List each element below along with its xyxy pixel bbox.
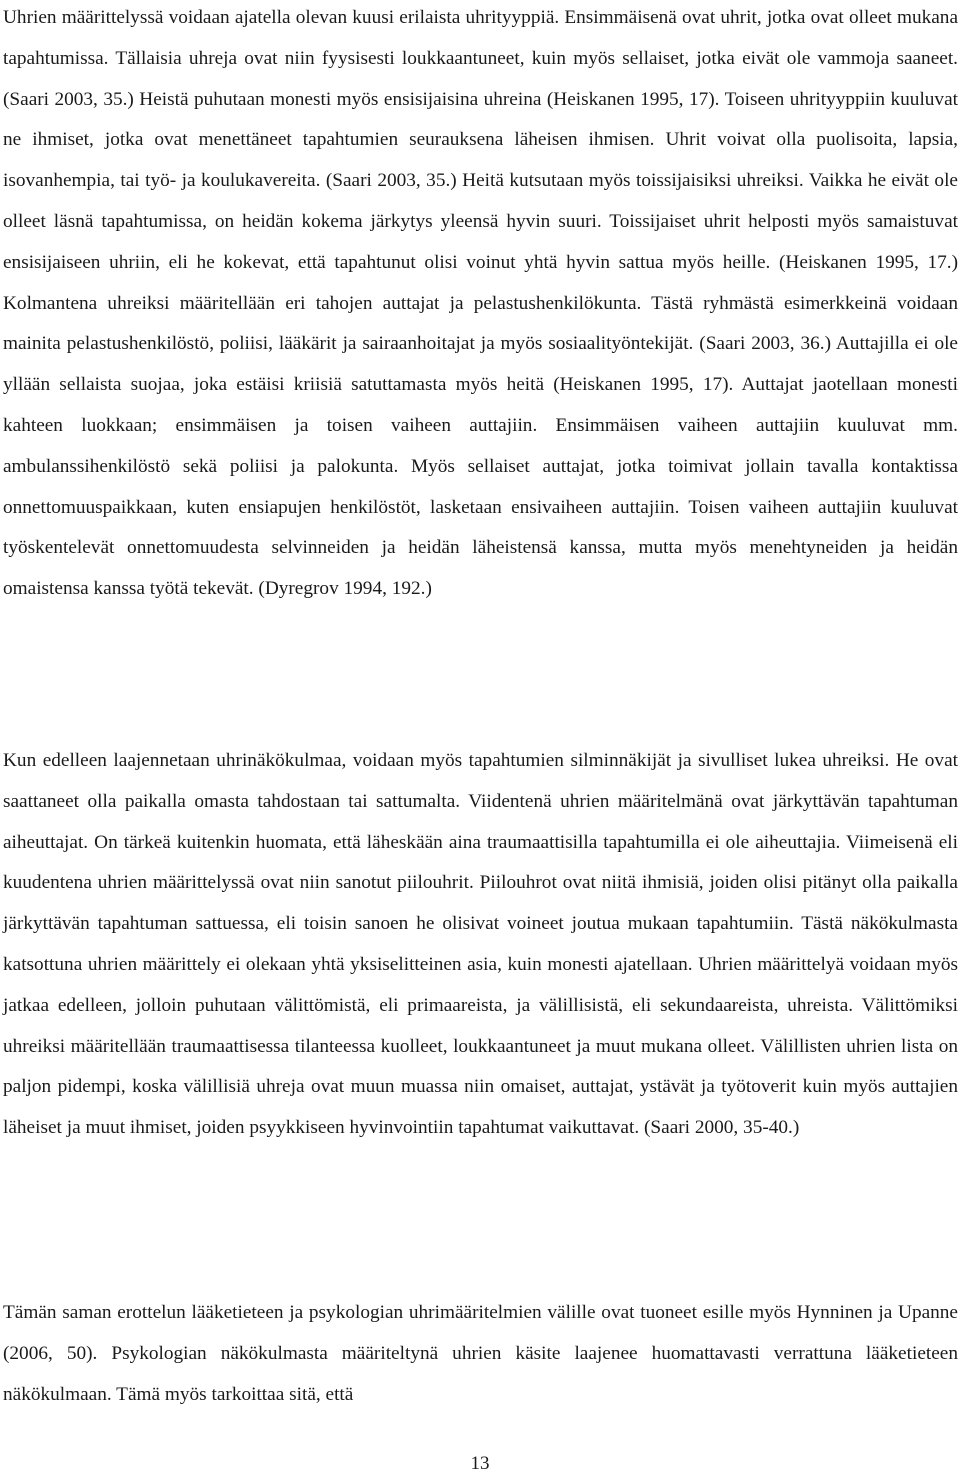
paragraph-extended-perspective: Kun edelleen laajennetaan uhrinäkökulmaa, voidaan myös tapahtumien silminnäkijät ja sivulliset lukea uhreiksi. He ovat saattaneet olla paikalla omasta tahdostaan tai sattumalta. Viidentenä uhrien määritelmänä ovat järkyttävän tapahtuman aiheuttajat. On tärkeä kuitenkin huomata, että läheskään aina traumaattisilla tapahtumilla ei ole aiheuttajia. Viimeisenä eli kuudentena uhrien määrittelyssä ovat niin sanotut piilouhrit. Piilouhrot ovat niitä ihmisiä, joiden olisi pitänyt olla paikalla järkyttävän tapahtuman sattuessa, eli toisin sanoen he olisivat voineet joutua mukaan tapahtumiin. Tästä näkökulmasta katsottuna uhrien määrittely ei olekaan yhtä yksiselitteinen asia, kuin monesti ajatellaan. Uhrien määrittelyä voidaan myös jatkaa edelleen, jolloin puhutaan välittömistä, eli primaareista, ja välillisistä, eli sekundaareista, uhreista. Välittömiksi uhreiksi määritellään traumaattisessa tilanteessa kuolleet, loukkaantuneet ja muut mukana olleet. Välillisten uhrien lista on paljon pidempi, koska välillisiä uhreja ovat muun muassa niin omaiset, auttajat, ystävät ja työtoverit kuin myös auttajien läheiset ja muut ihmiset, joiden psyykkiseen hyvinvointiin tapahtumat vaikuttavat. (Saari 2000, 35-40.) [3,750,958,1139]
paragraph-victim-types: Uhrien määrittelyssä voidaan ajatella olevan kuusi erilaista uhrityyppiä. Ensimmäisenä ovat uhrit, jotka ovat olleet mukana tapahtumissa. Tällaisia uhreja ovat niin fyysisesti loukkaantuneet, kuin myös sellaiset, jotka eivät ole vammoja saaneet. (Saari 2003, 35.) Heistä puhutaan monesti myös ensisijaisina uhreina (Heiskanen 1995, 17). Toiseen uhrityyppiin kuuluvat ne ihmiset, jotka ovat menettäneet tapahtumien seurauksena läheisen ihmisen. Uhrit voivat olla puolisoita, lapsia, isovanhempia, tai työ- ja koulukavereita. (Saari 2003, 35.) Heitä kutsutaan myös toissijaisiksi uhreiksi. Vaikka he eivät ole olleet läsnä tapahtumissa, on heidän kokema järkytys yleensä hyvin suuri. Toissijaiset uhrit helposti myös samaistuvat ensisijaiseen uhriin, eli he kokevat, että tapahtunut olisi voinut yhtä hyvin sattua myös heille. (Heiskanen 1995, 17.) Kolmantena uhreiksi määritellään eri tahojen auttajat ja pelastushenkilökunta. Tästä ryhmästä esimerkkeinä voidaan mainita pelastushenkilöstö, poliisi, lääkärit ja sairaanhoitajat ja myös sosiaalityöntekijät. (Saari 2003, 36.) Auttajilla ei ole yllään sellaista suojaa, joka estäisi kriisiä satuttamasta myös heitä (Heiskanen 1995, 17). Auttajat jaotellaan monesti kahteen luokkaan; ensimmäisen ja toisen vaiheen auttajiin. Ensimmäisen vaiheen auttajiin kuuluvat mm. ambulanssihenkilöstö sekä poliisi ja palokunta. Myös sellaiset auttajat, jotka toimivat jollain tavalla kontaktissa onnettomuuspaikkaan, kuten ensiapujen henkilöstöt, lasketaan ensivaiheen auttajiin. Toisen vaiheen auttajiin kuuluvat työskentelevät onnettomuudesta selvinneiden ja heidän läheistensä kanssa, mutta myös menehtyneiden ja heidän omaistensa kanssa työtä tekevät. (Dyregrov 1994, 192.) [3,7,958,600]
paragraph-medical-psychological: Tämän saman erottelun lääketieteen ja psykologian uhrimääritelmien välille ovat tuoneet esille myös Hynninen ja Upanne (2006, 50). Psykologian näkökulmasta määriteltynä uhrien käsite laajenee huomattavasti verrattuna lääketieteen näkökulmaan. Tämä myös tarkoittaa sitä, että [3,1302,958,1405]
page-number: 13 [470,1453,490,1474]
